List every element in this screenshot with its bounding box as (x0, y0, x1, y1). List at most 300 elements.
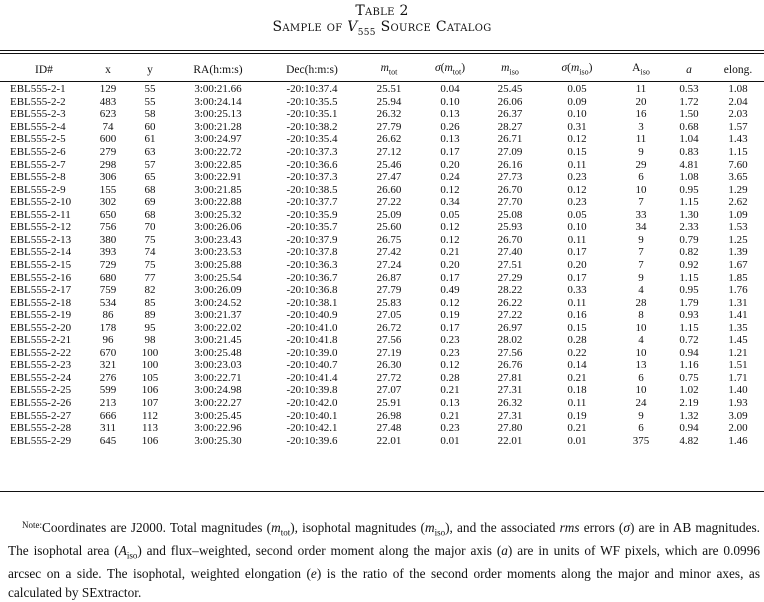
cell-a: 0.92 (679, 258, 699, 271)
cell-ra: 3:00:25.32 (194, 208, 242, 221)
cell-id: EBL555-2-20 (10, 321, 72, 334)
cell-mtot: 26.72 (376, 321, 402, 334)
cell-elong: 3.65 (728, 171, 748, 184)
cell-a: 1.15 (679, 196, 699, 209)
cell-dec: -20:10:40.1 (286, 409, 338, 422)
cell-sigma-miso: 0.10 (567, 221, 587, 234)
cell-miso: 26.70 (497, 183, 523, 196)
cell-dec: -20:10:35.7 (286, 221, 338, 234)
cell-a: 0.95 (679, 183, 699, 196)
cell-sigma-miso: 0.09 (567, 95, 587, 108)
cell-a: 0.75 (679, 371, 699, 384)
col-header-id: ID# (35, 64, 53, 77)
cell-mtot: 27.56 (376, 334, 402, 347)
cell-sigma-mtot: 0.17 (440, 146, 460, 159)
cell-a: 2.19 (679, 396, 699, 409)
cell-y: 68 (144, 183, 156, 196)
cell-dec: -20:10:41.0 (286, 321, 338, 334)
cell-mtot: 25.60 (376, 221, 402, 234)
cell-ra: 3:00:22.02 (194, 321, 242, 334)
cell-dec: -20:10:36.3 (286, 258, 338, 271)
cell-aiso: 6 (638, 422, 644, 435)
cell-mtot: 26.30 (376, 359, 402, 372)
cell-elong: 1.41 (728, 309, 748, 322)
cell-x: 298 (99, 158, 117, 171)
cell-ra: 3:00:26.09 (194, 284, 242, 297)
cell-dec: -20:10:35.4 (286, 133, 338, 146)
cell-aiso: 16 (635, 108, 647, 121)
cell-x: 155 (99, 183, 117, 196)
cell-x: 729 (99, 258, 117, 271)
cell-a: 1.79 (679, 296, 699, 309)
cell-x: 302 (99, 196, 117, 209)
cell-ra: 3:00:24.52 (194, 296, 242, 309)
cell-mtot: 26.75 (376, 233, 402, 246)
cell-dec: -20:10:35.5 (286, 95, 338, 108)
note-label: Note: (22, 520, 42, 530)
cell-elong: 7.60 (728, 158, 748, 171)
col-header-sigma-mtot: $\sigma(m_{tot})$ (434, 62, 466, 77)
cell-sigma-miso: 0.20 (567, 258, 587, 271)
cell-id: EBL555-2-4 (10, 120, 66, 133)
cell-dec: -20:10:42.0 (286, 396, 338, 409)
cell-elong: 2.03 (728, 108, 748, 121)
cell-aiso: 33 (635, 208, 647, 221)
cell-miso: 26.06 (497, 95, 523, 108)
cell-sigma-miso: 0.23 (567, 171, 587, 184)
cell-sigma-miso: 0.10 (567, 108, 587, 121)
cell-miso: 26.37 (497, 108, 523, 121)
cell-id: EBL555-2-11 (10, 208, 71, 221)
cell-dec: -20:10:37.8 (286, 246, 338, 259)
cell-x: 650 (99, 208, 117, 221)
col-header-dec: Dec(h:m:s) (286, 64, 338, 77)
cell-ra: 3:00:24.14 (194, 95, 242, 108)
cell-dec: -20:10:37.3 (286, 146, 338, 159)
table-label: Table 2 (355, 3, 409, 19)
note-var: A (118, 543, 127, 559)
table-row (0, 221, 764, 234)
cell-aiso: 34 (635, 221, 647, 234)
cell-ra: 3:00:21.85 (194, 183, 242, 196)
cell-a: 4.81 (679, 158, 699, 171)
cell-ra: 3:00:21.45 (194, 334, 242, 347)
table-row (0, 372, 764, 385)
cell-sigma-miso: 0.28 (567, 334, 587, 347)
table-title (0, 20, 764, 38)
note-var: m (424, 520, 435, 535)
cell-y: 70 (144, 221, 156, 234)
cell-ra: 3:00:26.06 (194, 221, 242, 234)
cell-mtot: 26.32 (376, 108, 402, 121)
cell-elong: 2.04 (728, 95, 748, 108)
cell-id: EBL555-2-13 (10, 233, 72, 246)
cell-a: 1.32 (679, 409, 699, 422)
source-catalog-table (0, 57, 764, 447)
cell-x: 213 (99, 396, 117, 409)
cell-y: 55 (144, 83, 156, 96)
table-row (0, 83, 764, 96)
cell-a: 1.72 (679, 95, 699, 108)
cell-y: 100 (141, 346, 159, 359)
cell-ra: 3:00:25.13 (194, 108, 242, 121)
cell-mtot: 26.60 (376, 183, 402, 196)
cell-mtot: 27.22 (376, 196, 402, 209)
cell-mtot: 25.94 (376, 95, 402, 108)
cell-sigma-mtot: 0.13 (440, 108, 460, 121)
cell-mtot: 27.79 (376, 284, 402, 297)
cell-id: EBL555-2-26 (10, 396, 72, 409)
title-subscript: 555 (357, 27, 376, 38)
cell-sigma-miso: 0.17 (567, 246, 587, 259)
cell-a: 0.72 (679, 334, 699, 347)
table-row (0, 435, 764, 448)
note-var: σ (623, 520, 630, 535)
cell-elong: 1.29 (728, 183, 748, 196)
cell-x: 670 (99, 346, 117, 359)
cell-elong: 1.31 (728, 296, 748, 309)
cell-sigma-mtot: 0.13 (440, 396, 460, 409)
cell-mtot: 27.05 (376, 309, 402, 322)
cell-miso: 27.81 (497, 371, 523, 384)
cell-mtot: 26.98 (376, 409, 402, 422)
cell-id: EBL555-2-22 (10, 346, 72, 359)
cell-dec: -20:10:35.9 (286, 208, 338, 221)
cell-dec: -20:10:40.7 (286, 359, 338, 372)
cell-mtot: 27.24 (376, 258, 402, 271)
cell-a: 0.83 (679, 146, 699, 159)
cell-x: 623 (99, 108, 117, 121)
cell-dec: -20:10:38.5 (286, 183, 338, 196)
cell-ra: 3:00:22.96 (194, 422, 242, 435)
cell-dec: -20:10:41.4 (286, 371, 338, 384)
cell-y: 85 (144, 296, 156, 309)
cell-a: 0.93 (679, 309, 699, 322)
cell-a: 1.50 (679, 108, 699, 121)
note-text: Coordinates are J2000. Total magnitudes ( (42, 520, 272, 535)
cell-sigma-mtot: 0.12 (440, 233, 460, 246)
cell-sigma-mtot: 0.23 (440, 334, 460, 347)
cell-sigma-mtot: 0.13 (440, 133, 460, 146)
cell-id: EBL555-2-7 (10, 158, 66, 171)
cell-elong: 1.43 (728, 133, 748, 146)
cell-y: 69 (144, 196, 156, 209)
cell-miso: 28.02 (497, 334, 523, 347)
cell-a: 0.94 (679, 346, 699, 359)
cell-dec: -20:10:38.1 (286, 296, 338, 309)
cell-aiso: 9 (638, 271, 644, 284)
cell-a: 1.02 (679, 384, 699, 397)
cell-aiso: 7 (638, 258, 644, 271)
cell-y: 100 (141, 359, 159, 372)
cell-id: EBL555-2-9 (10, 183, 66, 196)
cell-mtot: 26.87 (376, 271, 402, 284)
cell-mtot: 27.79 (376, 120, 402, 133)
cell-sigma-miso: 0.01 (567, 434, 587, 447)
cell-a: 1.15 (679, 271, 699, 284)
cell-mtot: 25.51 (376, 83, 402, 96)
cell-id: EBL555-2-3 (10, 108, 66, 121)
cell-id: EBL555-2-12 (10, 221, 72, 234)
note-text: errors ( (579, 520, 624, 535)
cell-a: 1.15 (679, 321, 699, 334)
cell-aiso: 10 (635, 384, 647, 397)
table-note (8, 516, 760, 602)
cell-x: 483 (99, 95, 117, 108)
cell-miso: 27.51 (497, 258, 523, 271)
cell-elong: 1.08 (728, 83, 748, 96)
cell-miso: 27.22 (497, 309, 523, 322)
cell-a: 1.16 (679, 359, 699, 372)
title-variable: V (347, 19, 358, 35)
table-row (0, 246, 764, 259)
cell-elong: 2.62 (728, 196, 748, 209)
cell-aiso: 10 (635, 346, 647, 359)
cell-x: 321 (99, 359, 117, 372)
col-header-miso: $m_{iso}$ (501, 62, 519, 77)
header-row (0, 57, 764, 83)
cell-sigma-mtot: 0.23 (440, 422, 460, 435)
cell-dec: -20:10:37.9 (286, 233, 338, 246)
cell-id: EBL555-2-28 (10, 422, 72, 435)
cell-y: 98 (144, 334, 156, 347)
cell-y: 77 (144, 271, 156, 284)
cell-id: EBL555-2-6 (10, 146, 66, 159)
cell-ra: 3:00:22.85 (194, 158, 242, 171)
cell-id: EBL555-2-18 (10, 296, 72, 309)
cell-sigma-miso: 0.18 (567, 384, 587, 397)
cell-aiso: 24 (635, 396, 647, 409)
cell-x: 74 (102, 120, 114, 133)
cell-ra: 3:00:24.97 (194, 133, 242, 146)
table-row (0, 347, 764, 360)
cell-sigma-miso: 0.11 (567, 158, 587, 171)
cell-dec: -20:10:39.0 (286, 346, 338, 359)
table-row (0, 159, 764, 172)
cell-sigma-mtot: 0.12 (440, 296, 460, 309)
cell-x: 96 (102, 334, 114, 347)
cell-mtot: 25.83 (376, 296, 402, 309)
note-text: ) are in AB magnitudes. The isophotal area ( (8, 520, 760, 559)
cell-dec: -20:10:37.3 (286, 171, 338, 184)
cell-mtot: 27.42 (376, 246, 402, 259)
cell-miso: 26.97 (497, 321, 523, 334)
cell-aiso: 20 (635, 95, 647, 108)
cell-id: EBL555-2-21 (10, 334, 72, 347)
table-row (0, 397, 764, 410)
cell-aiso: 4 (638, 284, 644, 297)
cell-miso: 27.70 (497, 196, 523, 209)
cell-dec: -20:10:37.4 (286, 83, 338, 96)
cell-ra: 3:00:22.27 (194, 396, 242, 409)
note-var: a (501, 543, 508, 559)
cell-elong: 1.39 (728, 246, 748, 259)
cell-x: 599 (99, 384, 117, 397)
cell-sigma-mtot: 0.05 (440, 208, 460, 221)
table-row (0, 259, 764, 272)
cell-ra: 3:00:22.71 (194, 371, 242, 384)
cell-mtot: 25.09 (376, 208, 402, 221)
cell-elong: 1.57 (728, 120, 748, 133)
cell-sigma-miso: 0.05 (567, 208, 587, 221)
cell-miso: 27.31 (497, 409, 523, 422)
cell-ra: 3:00:21.28 (194, 120, 242, 133)
cell-mtot: 25.46 (376, 158, 402, 171)
cell-x: 129 (99, 83, 117, 96)
table-row (0, 410, 764, 423)
cell-sigma-miso: 0.05 (567, 83, 587, 96)
cell-x: 759 (99, 284, 117, 297)
table-row (0, 209, 764, 222)
cell-dec: -20:10:36.8 (286, 284, 338, 297)
cell-y: 89 (144, 309, 156, 322)
cell-miso: 27.09 (497, 146, 523, 159)
cell-sigma-mtot: 0.20 (440, 158, 460, 171)
cell-elong: 1.71 (728, 371, 748, 384)
cell-ra: 3:00:25.48 (194, 346, 242, 359)
cell-ra: 3:00:21.37 (194, 309, 242, 322)
cell-y: 58 (144, 108, 156, 121)
cell-elong: 1.67 (728, 258, 748, 271)
cell-sigma-mtot: 0.04 (440, 83, 460, 96)
cell-elong: 1.09 (728, 208, 748, 221)
note-text: ) and flux–weighted, second order moment along the major axis ( (137, 543, 502, 559)
cell-a: 0.94 (679, 422, 699, 435)
cell-elong: 2.00 (728, 422, 748, 435)
cell-miso: 27.31 (497, 384, 523, 397)
cell-a: 0.79 (679, 233, 699, 246)
cell-sigma-mtot: 0.19 (440, 309, 460, 322)
cell-elong: 1.53 (728, 221, 748, 234)
table-row (0, 334, 764, 347)
cell-aiso: 7 (638, 196, 644, 209)
cell-aiso: 3 (638, 120, 644, 133)
cell-miso: 26.22 (497, 296, 523, 309)
note-text: ) are in units of WF pixels, which are 0.0996 arcsec on a side. The isophotal, weighted elongation ( (8, 543, 760, 582)
cell-y: 106 (141, 384, 159, 397)
cell-miso: 26.71 (497, 133, 523, 146)
cell-a: 1.04 (679, 133, 699, 146)
cell-aiso: 7 (638, 246, 644, 259)
cell-aiso: 11 (635, 83, 647, 96)
cell-ra: 3:00:25.30 (194, 434, 242, 447)
table-row (0, 284, 764, 297)
cell-sigma-miso: 0.17 (567, 271, 587, 284)
cell-elong: 1.85 (728, 271, 748, 284)
cell-a: 0.68 (679, 120, 699, 133)
cell-ra: 3:00:25.54 (194, 271, 242, 284)
cell-sigma-mtot: 0.24 (440, 171, 460, 184)
cell-aiso: 6 (638, 371, 644, 384)
col-header-mtot: $m_{tot}$ (380, 62, 398, 77)
cell-sigma-miso: 0.21 (567, 422, 587, 435)
cell-y: 112 (141, 409, 159, 422)
table-row (0, 309, 764, 322)
cell-miso: 26.16 (497, 158, 523, 171)
note-text: ), and the associated (445, 520, 560, 535)
cell-dec: -20:10:36.7 (286, 271, 338, 284)
cell-y: 74 (144, 246, 156, 259)
cell-id: EBL555-2-1 (10, 83, 66, 96)
cell-aiso: 8 (638, 309, 644, 322)
cell-id: EBL555-2-23 (10, 359, 72, 372)
note-sub: iso (434, 527, 446, 538)
cell-elong: 1.76 (728, 284, 748, 297)
cell-sigma-miso: 0.12 (567, 183, 587, 196)
cell-miso: 28.22 (497, 284, 523, 297)
cell-sigma-mtot: 0.23 (440, 346, 460, 359)
table-row (0, 196, 764, 209)
cell-aiso: 13 (635, 359, 647, 372)
cell-mtot: 22.01 (376, 434, 402, 447)
cell-a: 0.82 (679, 246, 699, 259)
cell-x: 178 (99, 321, 117, 334)
cell-dec: -20:10:42.1 (286, 422, 338, 435)
cell-miso: 25.45 (497, 83, 523, 96)
cell-x: 666 (99, 409, 117, 422)
note-var: rms (559, 520, 580, 535)
cell-id: EBL555-2-24 (10, 371, 72, 384)
cell-elong: 1.15 (728, 146, 748, 159)
cell-miso: 26.76 (497, 359, 523, 372)
cell-sigma-miso: 0.21 (567, 371, 587, 384)
cell-sigma-miso: 0.33 (567, 284, 587, 297)
cell-y: 113 (141, 422, 159, 435)
cell-dec: -20:10:35.1 (286, 108, 338, 121)
cell-y: 61 (144, 133, 156, 146)
cell-elong: 1.51 (728, 359, 748, 372)
cell-sigma-mtot: 0.17 (440, 271, 460, 284)
cell-a: 2.33 (679, 221, 699, 234)
cell-x: 600 (99, 133, 117, 146)
cell-elong: 1.40 (728, 384, 748, 397)
cell-ra: 3:00:24.98 (194, 384, 242, 397)
col-header-a: a (686, 64, 692, 77)
cell-miso: 26.70 (497, 233, 523, 246)
top-rule-1 (0, 50, 764, 51)
cell-y: 106 (141, 434, 159, 447)
cell-elong: 3.09 (728, 409, 748, 422)
table-row (0, 359, 764, 372)
cell-id: EBL555-2-25 (10, 384, 72, 397)
cell-x: 756 (99, 221, 117, 234)
cell-sigma-miso: 0.22 (567, 346, 587, 359)
cell-aiso: 6 (638, 171, 644, 184)
cell-elong: 1.25 (728, 233, 748, 246)
cell-aiso: 28 (635, 296, 647, 309)
cell-id: EBL555-2-17 (10, 284, 72, 297)
cell-miso: 27.80 (497, 422, 523, 435)
cell-sigma-mtot: 0.49 (440, 284, 460, 297)
cell-aiso: 9 (638, 409, 644, 422)
cell-mtot: 27.19 (376, 346, 402, 359)
cell-elong: 1.93 (728, 396, 748, 409)
cell-x: 306 (99, 171, 117, 184)
title-suffix: Source Catalog (380, 19, 492, 35)
cell-ra: 3:00:22.72 (194, 146, 242, 159)
cell-aiso: 4 (638, 334, 644, 347)
cell-elong: 1.21 (728, 346, 748, 359)
cell-sigma-miso: 0.14 (567, 359, 587, 372)
note-text: ) is the ratio of the second order moments along the major and minor axes, as calculated by SExtractor. (8, 566, 760, 600)
cell-a: 0.53 (679, 83, 699, 96)
cell-x: 276 (99, 371, 117, 384)
cell-sigma-mtot: 0.21 (440, 384, 460, 397)
cell-aiso: 10 (635, 321, 647, 334)
cell-miso: 25.08 (497, 208, 523, 221)
cell-sigma-miso: 0.12 (567, 133, 587, 146)
table-row (0, 184, 764, 197)
